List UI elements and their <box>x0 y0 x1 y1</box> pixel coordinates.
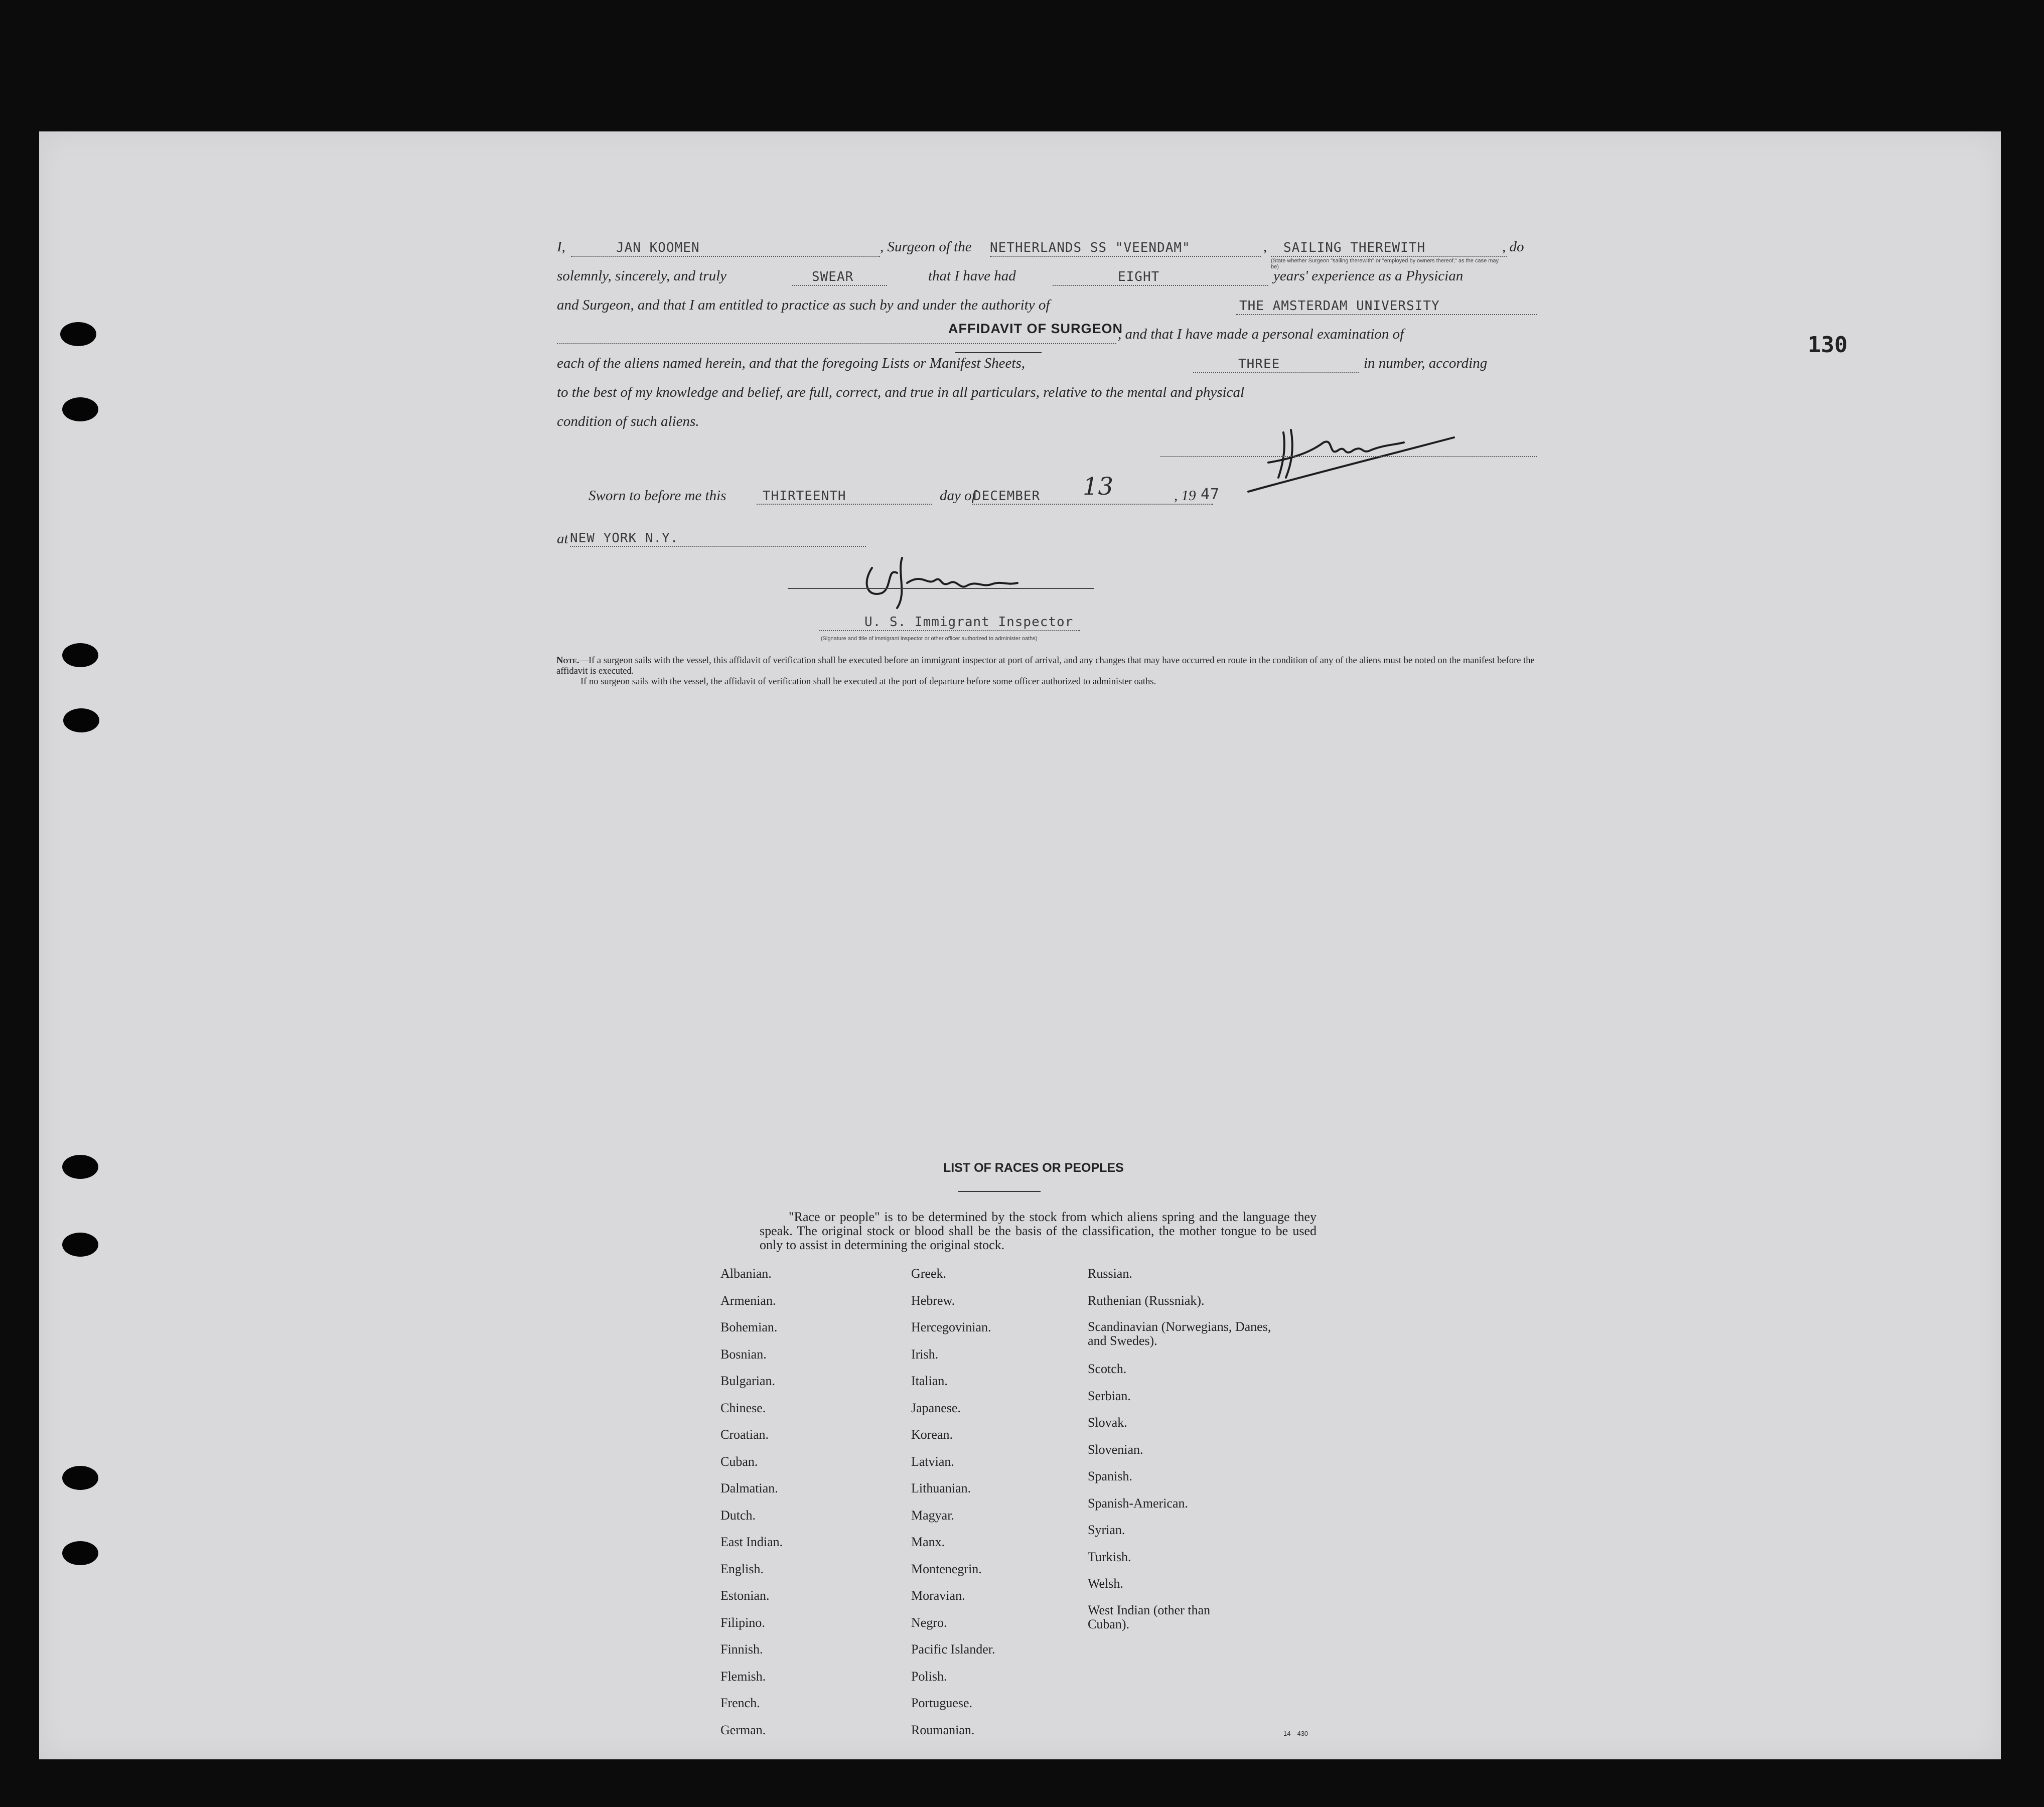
race-item: Filipino. <box>720 1615 765 1630</box>
race-item: Estonian. <box>720 1588 770 1603</box>
in-number-text: in number, according <box>1364 355 1488 371</box>
that-i-have-had: that I have had <box>928 268 1016 284</box>
race-item: East Indian. <box>720 1535 783 1549</box>
blank-oath <box>792 285 887 286</box>
race-item: Irish. <box>911 1346 939 1362</box>
surgeon-of-the: , Surgeon of the <box>880 239 972 255</box>
page-number: 130 <box>1808 332 1848 358</box>
solemnly-text: solemnly, sincerely, and truly <box>557 268 727 284</box>
day-word: THIRTEENTH <box>763 489 846 504</box>
surgeon-name: JAN KOOMEN <box>616 240 700 255</box>
race-item: Hercegovinian. <box>911 1320 991 1334</box>
race-item: Bohemian. <box>720 1320 778 1334</box>
race-item: Negro. <box>911 1615 947 1630</box>
race-item: Flemish. <box>720 1669 766 1684</box>
authority: THE AMSTERDAM UNIVERSITY <box>1239 298 1440 314</box>
sworn-text: Sworn to before me this <box>589 488 726 504</box>
sailing-status: SAILING THEREWITH <box>1283 240 1426 255</box>
race-item: Cuban. <box>720 1454 758 1469</box>
years-experience: EIGHT <box>1118 269 1160 284</box>
race-item: English. <box>720 1561 764 1576</box>
race-item: Polish. <box>911 1669 947 1684</box>
race-item: Greek. <box>911 1266 947 1281</box>
year-suffix: 47 <box>1201 486 1220 503</box>
race-item: Magyar. <box>911 1508 954 1523</box>
note-line-2: If no surgeon sails with the vessel, the affidavit of verification shall be executed at the port of departure before some officer authorized to administer oaths. <box>580 677 1156 687</box>
inspector-title: U. S. Immigrant Inspector <box>864 615 1074 630</box>
race-item: Syrian. <box>1088 1523 1125 1537</box>
and-surgeon-text: and Surgeon, and that I am entitled to practice as such by and under the authority of <box>557 297 1050 313</box>
note-label: Note. <box>556 656 579 666</box>
do-text: , do <box>1502 239 1524 255</box>
sheet-count: THREE <box>1238 357 1280 372</box>
race-item: Moravian. <box>911 1588 965 1603</box>
blank-inspector-title <box>819 630 1080 631</box>
race-item: Bulgarian. <box>720 1374 776 1388</box>
races-column-3 <box>1088 1266 1288 1645</box>
blank-place <box>570 546 866 547</box>
affidavit-note <box>556 656 1535 687</box>
binder-hole <box>63 708 99 732</box>
title-rule <box>955 352 1042 353</box>
blank-day <box>757 504 932 505</box>
affidavit-i: I, <box>557 239 565 255</box>
document-page <box>39 131 2001 1759</box>
race-item: Russian. <box>1088 1266 1132 1281</box>
vessel-name: NETHERLANDS SS "VEENDAM" <box>990 240 1191 255</box>
personal-exam-text: , and that I have made a personal examination of <box>1118 326 1404 342</box>
race-item: Dalmatian. <box>720 1481 778 1495</box>
race-item: Ruthenian (Russniak). <box>1088 1293 1205 1308</box>
blank-surgeon-name <box>571 256 880 257</box>
race-item: Roumanian. <box>911 1722 975 1737</box>
race-item: French. <box>720 1696 760 1710</box>
oath-type: SWEAR <box>812 269 854 284</box>
years-experience-text: years' experience as a Physician <box>1273 268 1464 284</box>
comma: , <box>1263 239 1267 255</box>
race-item: Albanian. <box>720 1266 772 1281</box>
race-item: Montenegrin. <box>911 1561 982 1576</box>
race-item: Armenian. <box>720 1293 776 1308</box>
blank-sheets <box>1193 372 1359 373</box>
race-item: Italian. <box>911 1374 948 1388</box>
sailing-note: (State whether Surgeon "sailing therewith" or "employed by owners thereof," as the case may be) <box>1271 258 1499 270</box>
race-item: Latvian. <box>911 1454 954 1469</box>
race-item: Serbian. <box>1088 1388 1131 1403</box>
races-column-2 <box>911 1266 995 1749</box>
form-number: 14—430 <box>1283 1730 1308 1737</box>
races-intro <box>760 1210 1317 1252</box>
race-item: Spanish. <box>1088 1469 1132 1483</box>
race-item: Dutch. <box>720 1508 756 1523</box>
race-item: Finnish. <box>720 1642 763 1657</box>
blank-authority-cont <box>557 343 1116 344</box>
binder-hole <box>60 322 96 346</box>
races-list-title: LIST OF RACES OR PEOPLES <box>943 1161 1124 1175</box>
blank-inspector-signature <box>788 588 1094 589</box>
best-knowledge-text: to the best of my knowledge and belief, are full, correct, and true in all particulars, relative to the mental and physical <box>557 384 1245 400</box>
binder-hole <box>62 1541 98 1565</box>
month: DECEMBER <box>973 489 1041 504</box>
affidavit-title: AFFIDAVIT OF SURGEON <box>948 321 1123 336</box>
binder-hole <box>62 1233 98 1257</box>
title-rule <box>958 1191 1041 1192</box>
handwritten-day: 13 <box>1083 473 1114 501</box>
year-prefix: , 19 <box>1174 488 1196 504</box>
race-item: Bosnian. <box>720 1346 767 1362</box>
race-item: Korean. <box>911 1427 953 1442</box>
blank-vessel <box>990 256 1261 257</box>
race-item: Croatian. <box>720 1427 769 1442</box>
binder-hole <box>62 1466 98 1490</box>
race-item: Chinese. <box>720 1400 766 1415</box>
each-alien-text: each of the aliens named herein, and that the foregoing Lists or Manifest Sheets, <box>557 355 1025 371</box>
race-item: Welsh. <box>1088 1576 1123 1591</box>
blank-sailing <box>1271 256 1507 257</box>
race-item: Pacific Islander. <box>911 1642 995 1657</box>
blank-years <box>1053 285 1268 286</box>
race-item: Slovenian. <box>1088 1442 1143 1457</box>
race-item: Turkish. <box>1088 1549 1131 1564</box>
race-item: West Indian (other than Cuban). <box>1088 1602 1211 1631</box>
inspector-signature <box>832 538 1073 613</box>
race-item: Japanese. <box>911 1400 961 1415</box>
condition-text: condition of such aliens. <box>557 413 699 429</box>
day-of-text: day of <box>940 488 976 504</box>
at-text: at <box>557 531 568 547</box>
binder-hole <box>62 643 98 667</box>
race-item: Portuguese. <box>911 1696 973 1710</box>
surgeon-signature <box>1183 402 1464 493</box>
race-item: Slovak. <box>1088 1415 1127 1430</box>
blank-surgeon-signature <box>1160 456 1537 457</box>
binder-hole <box>62 1155 98 1179</box>
note-line-1: —If a surgeon sails with the vessel, this affidavit of verification shall be executed before an immigrant inspector at port of arrival, and any changes that may have occurred en route in the condition of any of the aliens must be noted on the manifest before the affidavit is executed. <box>556 656 1535 676</box>
place: NEW YORK N.Y. <box>570 531 679 546</box>
race-item: Scandinavian (Norwegians, Danes, and Swedes). <box>1088 1319 1271 1348</box>
inspector-caption: (Signature and title of immigrant inspector or other officer authorized to administer oaths) <box>821 636 1038 642</box>
race-item: Scotch. <box>1088 1362 1127 1376</box>
race-item: Lithuanian. <box>911 1481 971 1495</box>
binder-hole <box>62 397 98 421</box>
races-intro-text: "Race or people" is to be determined by the stock from which aliens spring and the language they speak. The original stock or blood shall be the basis of the classification, the mother tongue to be used only to assist in determining the original stock. <box>760 1210 1317 1252</box>
blank-authority <box>1236 314 1537 315</box>
race-item: German. <box>720 1722 766 1737</box>
race-item: Hebrew. <box>911 1293 955 1308</box>
race-item: Manx. <box>911 1535 945 1549</box>
race-item: Spanish-American. <box>1088 1495 1189 1511</box>
races-column-1 <box>720 1266 783 1749</box>
